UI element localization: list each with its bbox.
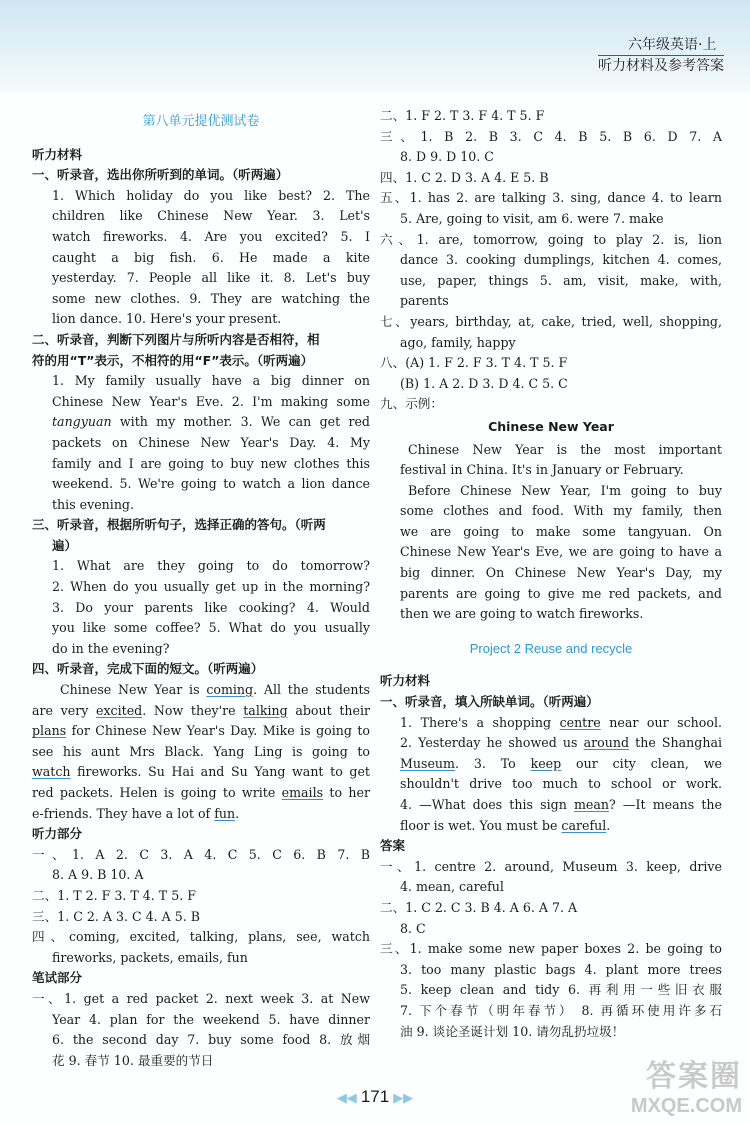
blank-word: keep <box>530 755 562 771</box>
q1-line: some new clothes. 9. They are watching the <box>52 290 370 306</box>
tangyuan-word: tangyuan <box>52 414 112 430</box>
page-number: 171 <box>360 1087 390 1106</box>
essay-line: parents are going to give me red packets, and <box>400 585 722 601</box>
p-q1-heading: 一、听录音，填入所缺单词。（听两遍） <box>380 694 599 710</box>
section-listening-answers: 听力部分 <box>32 826 83 842</box>
running-header <box>598 36 724 76</box>
watermark-url: MXQE.COM <box>630 1095 742 1117</box>
answer-line: 九、示例： <box>380 396 443 412</box>
blank-word: careful <box>561 817 607 833</box>
p-q1-line <box>380 713 722 734</box>
q2-line: packets on Chinese New Year's Day. 4. My <box>52 434 370 450</box>
q2-heading-cont: 符的用“T”表示，不相符的用“F”表示。（听两遍） <box>32 352 314 368</box>
q4-text: . All the students <box>253 682 370 698</box>
q1-line: 1. Which holiday do you like best? 2. The <box>52 187 370 203</box>
p-q1-text: 2. Yesterday he showed us <box>400 735 584 751</box>
p-q1-text: ? —It means the <box>609 797 722 812</box>
q4-text: . Now they're <box>142 702 244 718</box>
answer-line: 8. D 9. D 10. C <box>400 149 494 165</box>
blank-word: coming <box>206 682 254 698</box>
essay-line: we are going to make some tangyuan. On <box>400 523 722 539</box>
q3-line: 2. When do you usually get up in the morning? <box>52 579 370 595</box>
answer-line: dance 3. cooking dumplings, kitchen 4. comes, <box>400 252 722 268</box>
q4-text: . <box>235 805 240 821</box>
q3-line: 3. Do your parents like cooking? 4. Would <box>52 599 370 615</box>
watermark <box>631 1051 742 1118</box>
blank-word: plans <box>32 723 67 739</box>
p-q1-line <box>380 754 722 775</box>
q2-line: weekend. 5. We're going to watch a lion dance <box>52 476 370 492</box>
q4-text: Chinese New Year is <box>60 682 207 698</box>
written-line: 一、1. get a red packet 2. next week 3. at New <box>32 990 370 1006</box>
blank-word: emails <box>281 785 324 800</box>
p-q1-text: our city clean, we <box>561 755 722 771</box>
answer-line: 二、1. C 2. C 3. B 4. A 6. A 7. A <box>380 899 578 915</box>
answer-line: 一、1. centre 2. around, Museum 3. keep, drive <box>380 858 722 874</box>
q4-text: e-friends. They have a lot of <box>32 805 215 821</box>
blank-word: around <box>583 735 630 751</box>
q4-line <box>32 762 370 783</box>
essay-line: Before Chinese New Year, I'm going to buy <box>408 482 722 498</box>
q2-line: family and I are going to buy new clothes this <box>52 455 370 471</box>
q3-heading-cont: 遍） <box>52 537 78 553</box>
q2-line: this evening. <box>52 496 135 512</box>
answer-line: (B) 1. A 2. D 3. D 4. C 5. C <box>400 375 568 391</box>
essay-line: festival in China. It's in January or February. <box>400 462 684 478</box>
answer-line: 5. Are, going to visit, am 6. were 7. make <box>400 210 664 226</box>
blank-word: mean <box>573 797 609 812</box>
q1-line: children like Chinese New Year. 3. Let's <box>52 208 370 224</box>
q2-line: 1. My family usually have a big dinner on <box>52 373 370 389</box>
answer-line: 三、1. C 2. A 3. C 4. A 5. B <box>32 908 201 924</box>
right-column <box>380 106 722 1042</box>
q4-line <box>32 701 370 722</box>
q4-line: see his aunt Mrs Black. Yang Ling is going to <box>32 743 370 759</box>
p-q1-line <box>380 733 722 754</box>
essay-line: Chinese New Year's Eve, we are going to have a <box>400 544 722 560</box>
q2-heading: 二、听录音，判断下列图片与所听内容是否相符，相 <box>32 331 320 347</box>
answer-line: 一、1. A 2. C 3. A 4. C 5. C 6. B 7. B <box>32 846 370 862</box>
q1-heading: 一、听录音，选出你所听到的单词。（听两遍） <box>32 167 289 183</box>
q4-text: for Chinese New Year's Day. Mike is going to <box>66 723 370 739</box>
q3-heading: 三、听录音，根据所听句子，选择正确的答句。（听两 <box>32 517 326 533</box>
section-listening-material: 听力材料 <box>32 146 83 162</box>
p-q1-text: near our school. <box>600 714 722 730</box>
answer-line: 二、1. F 2. T 3. F 4. T 5. F <box>380 108 545 123</box>
q4-text: red packets. Helen is going to write <box>32 785 282 800</box>
q4-line <box>32 804 370 825</box>
q2-line <box>32 412 370 433</box>
answer-line: fireworks, packets, emails, fun <box>52 949 248 965</box>
q2-line: Chinese New Year's Eve. 2. I'm making some <box>52 393 370 409</box>
answer-line: 四、1. C 2. D 3. A 4. E 5. B <box>380 169 549 185</box>
q1-line: lion dance. 10. Here's your present. <box>52 311 282 327</box>
p-q1-line: shouldn't drive too much to school or work. <box>400 776 722 792</box>
q4-text: about their <box>287 702 370 718</box>
q4-text: to her <box>323 785 371 800</box>
q4-text: are very <box>32 702 96 718</box>
right-arrows-icon: ▶▶ <box>393 1090 414 1105</box>
q4-text: fireworks. Su Hai and Su Yang want to get <box>70 764 370 780</box>
p-q1-text: 1. There's a shopping <box>400 714 560 730</box>
answer-line: 3. too many plastic bags 4. plant more trees <box>400 961 722 977</box>
p-q1-text: 4. —What does this sign <box>400 797 574 812</box>
q1-line: caught a big fish. 6. He made a kite <box>52 249 370 265</box>
essay-line: big dinner. On Chinese New Year's Day, my <box>400 565 722 581</box>
left-column <box>32 106 370 1071</box>
section-answers: 答案 <box>380 838 406 854</box>
p-q1-line <box>380 816 722 837</box>
written-line: 花 9. 春节 10. 最重要的节日 <box>52 1052 214 1068</box>
answer-line: ago, family, happy <box>400 334 516 350</box>
project-title: Project 2 Reuse and recycle <box>469 640 633 656</box>
answer-line: parents <box>400 293 449 309</box>
answer-line: 八、(A) 1. F 2. F 3. T 4. T 5. F <box>380 355 568 371</box>
answer-line: 三、1. make some new paper boxes 2. be going to <box>380 941 722 957</box>
written-line: 6. the second day 7. buy some food 8. 放烟 <box>52 1032 370 1048</box>
blank-word: excited <box>96 702 143 718</box>
left-arrows-icon: ◀◀ <box>336 1090 357 1105</box>
blank-word: Museum <box>400 755 455 771</box>
written-line: Year 4. plan for the weekend 5. have dinner <box>52 1011 370 1027</box>
header-grade: 六年级英语·上 <box>628 37 717 53</box>
blank-word: centre <box>559 714 601 730</box>
p-q1-text: floor is wet. You must be <box>400 817 562 833</box>
section-written: 笔试部分 <box>32 970 83 986</box>
essay-title: Chinese New Year <box>488 418 614 434</box>
q1-line: watch fireworks. 4. Are you excited? 5. I <box>52 228 370 244</box>
q3-line: do in the evening? <box>52 640 170 656</box>
answer-line: 三、1. B 2. B 3. C 4. B 5. B 6. D 7. A <box>380 128 722 144</box>
q4-heading: 四、听录音，完成下面的短文。（听两遍） <box>32 661 264 677</box>
blank-word: talking <box>243 702 288 718</box>
essay-line: then we are going to watch fireworks. <box>400 606 644 622</box>
answer-line: 8. C <box>400 920 426 936</box>
blank-word: fun <box>214 805 236 821</box>
section-listening-material: 听力材料 <box>380 673 431 689</box>
q2-line-text: with my mother. 3. We can get red <box>111 414 370 430</box>
q4-line <box>32 721 370 742</box>
answer-line: use, paper, things 5. am, visit, make, with, <box>400 272 722 288</box>
blank-word: watch <box>32 764 71 780</box>
answer-line: 七、years, birthday, at, cake, tried, well, shopping, <box>380 313 722 329</box>
p-q1-text: . <box>606 817 611 833</box>
answer-line: 4. mean, careful <box>400 879 504 895</box>
answer-line: 五、1. has 2. are talking 3. sing, dance 4. to learn <box>380 190 722 206</box>
answer-line: 六、1. are, tomorrow, going to play 2. is, lion <box>380 231 722 247</box>
header-subtitle: 听力材料及参考答案 <box>598 55 724 76</box>
answer-line: 7. 下个春节（明年春节） 8. 再循环使用许多石 <box>400 1002 722 1018</box>
unit-test-title: 第八单元提优测试卷 <box>142 114 260 129</box>
p-q1-text: the Shanghai <box>629 735 722 751</box>
watermark-logo: 答案圈 <box>646 1060 742 1093</box>
essay-line: Chinese New Year is the most important <box>408 441 722 457</box>
answer-line: 5. keep clean and tidy 6. 再利用一些旧衣服 <box>400 982 722 998</box>
p-q1-text: . 3. To <box>454 755 531 771</box>
q1-line: yesterday. 7. People all like it. 8. Let's buy <box>52 270 370 286</box>
p-q1-line <box>380 795 722 816</box>
q4-line <box>32 783 370 804</box>
answer-line: 四、coming, excited, talking, plans, see, watch <box>32 929 370 945</box>
q3-line: 1. What are they going to do tomorrow? <box>52 558 370 574</box>
q4-line <box>32 680 370 701</box>
answer-line: 油 9. 谈论圣诞计划 10. 请勿乱扔垃圾！ <box>400 1023 625 1039</box>
essay-line: some clothes and food. With my family, then <box>400 503 722 519</box>
q3-line: you like some coffee? 5. What do you usually <box>52 620 370 636</box>
answer-line: 二、1. T 2. F 3. T 4. T 5. F <box>32 887 196 903</box>
answer-line: 8. A 9. B 10. A <box>52 867 144 883</box>
